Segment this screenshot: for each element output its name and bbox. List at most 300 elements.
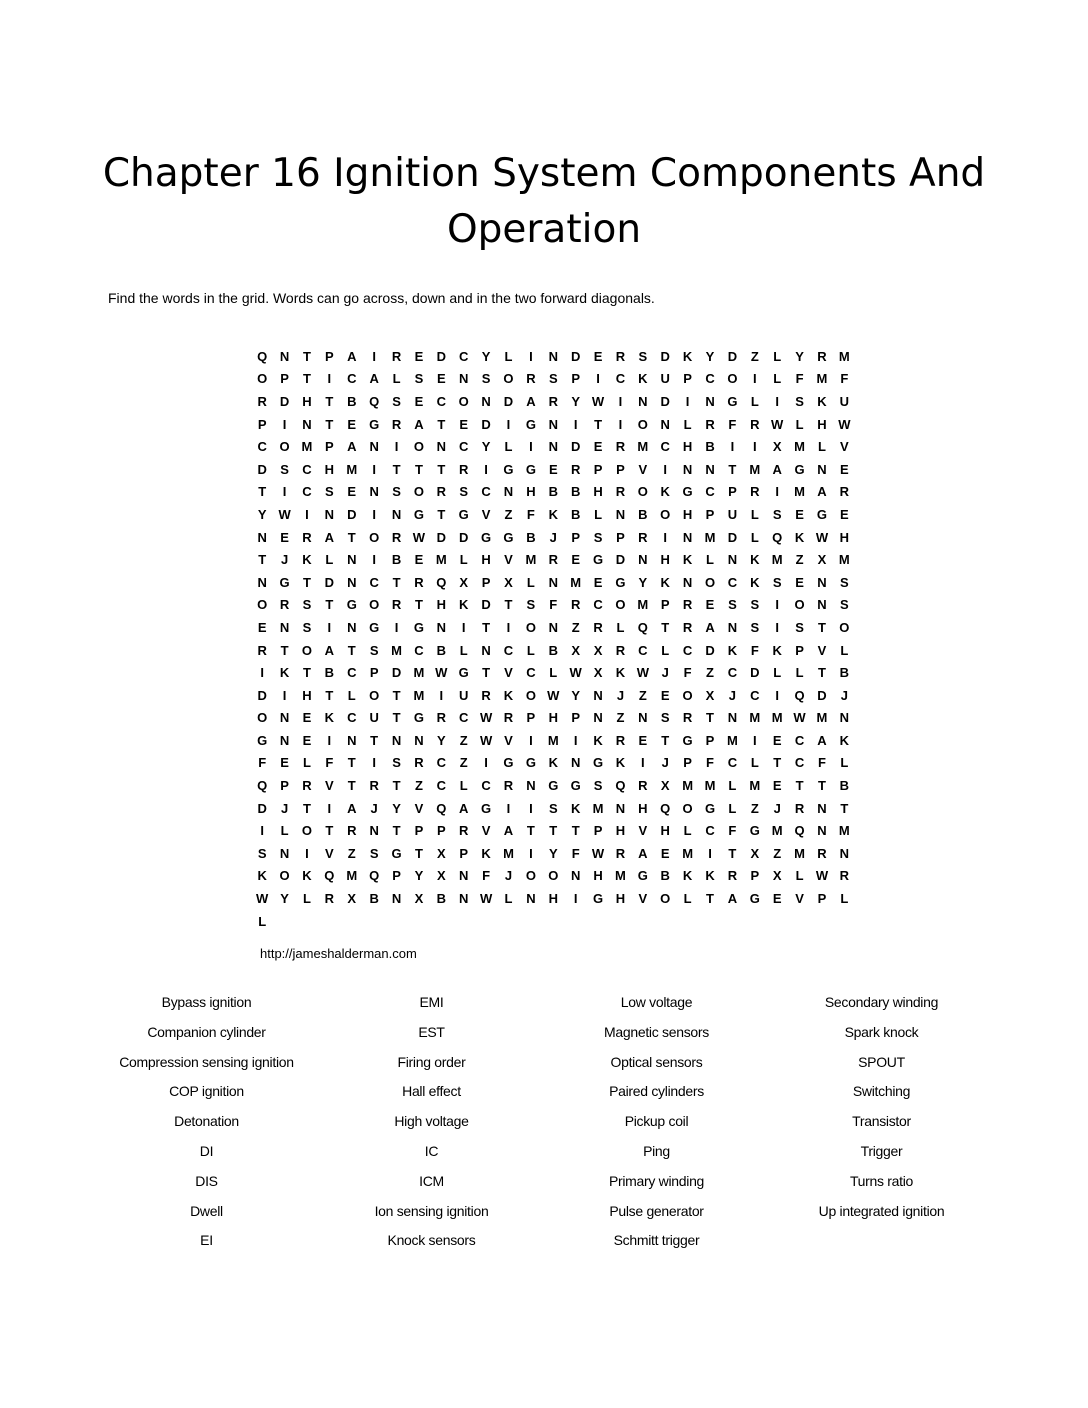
grid-letter: E <box>257 619 267 635</box>
grid-letter: V <box>481 823 491 839</box>
grid-letter: P <box>459 845 469 861</box>
grid-letter: T <box>325 416 334 432</box>
grid-letter: T <box>347 529 356 545</box>
grid-letter: N <box>660 416 670 432</box>
grid-letter: G <box>257 732 268 748</box>
grid-letter: R <box>615 642 626 658</box>
grid-letter: M <box>525 552 537 568</box>
grid-letter: N <box>817 461 827 477</box>
grid-letter: N <box>257 574 267 590</box>
grid-letter: G <box>682 732 693 748</box>
grid-letter: T <box>706 710 714 726</box>
grid-letter: B <box>347 393 357 409</box>
grid-letter: N <box>279 732 290 748</box>
grid-letter: Y <box>481 439 491 455</box>
grid-letter: G <box>816 506 828 522</box>
grid-letter: N <box>839 710 850 726</box>
grid-letter: Z <box>638 687 647 703</box>
grid-letter: U <box>839 393 850 409</box>
grid-letter: J <box>370 800 378 816</box>
grid-letter: K <box>660 484 670 500</box>
grid-letter: C <box>660 439 670 455</box>
word-list-item: Paired cylinders <box>609 1083 704 1100</box>
grid-letter: S <box>795 393 804 409</box>
grid-letter: C <box>705 484 715 500</box>
grid-letter: A <box>369 371 379 387</box>
grid-letter: G <box>615 574 626 590</box>
grid-letter: G <box>481 529 492 545</box>
grid-letter: U <box>660 371 670 387</box>
grid-letter: I <box>305 506 309 522</box>
grid-letter: O <box>369 597 380 613</box>
grid-letter: K <box>682 552 693 568</box>
grid-letter: L <box>549 665 558 681</box>
grid-letter: R <box>750 484 760 500</box>
grid-letter: L <box>616 619 625 635</box>
grid-letter: W <box>771 416 784 432</box>
grid-letter: L <box>347 687 356 703</box>
grid-letter: I <box>529 348 533 364</box>
grid-letter: G <box>413 710 424 726</box>
grid-letter: I <box>573 416 578 432</box>
grid-letter: F <box>728 416 737 432</box>
word-list-item: Up integrated ignition <box>818 1202 945 1219</box>
grid-letter: I <box>573 891 578 907</box>
grid-letter: L <box>817 439 826 455</box>
grid-letter: P <box>593 461 603 477</box>
grid-letter: N <box>481 642 491 658</box>
grid-letter: J <box>840 687 848 703</box>
grid-letter: M <box>816 371 828 387</box>
grid-letter: S <box>392 484 401 500</box>
grid-letter: V <box>504 732 513 748</box>
grid-letter: M <box>704 778 716 794</box>
grid-letter: L <box>325 552 334 568</box>
grid-letter: V <box>504 552 513 568</box>
grid-letter: N <box>548 439 558 455</box>
grid-letter: L <box>683 891 692 907</box>
grid-letter: K <box>481 845 491 861</box>
grid-letter: Y <box>571 393 580 409</box>
grid-letter: R <box>279 597 290 613</box>
grid-letter: G <box>570 778 581 794</box>
grid-letter: C <box>459 439 469 455</box>
grid-letter: R <box>257 642 267 658</box>
grid-letter: N <box>347 732 357 748</box>
grid-letter: O <box>369 529 380 545</box>
grid-letter: B <box>369 891 379 907</box>
grid-letter: I <box>775 687 779 703</box>
grid-letter: I <box>663 461 668 477</box>
grid-letter: Y <box>414 868 424 884</box>
grid-letter: L <box>840 891 849 907</box>
page-title: Chapter 16 Ignition System Components And Operation <box>102 151 986 252</box>
grid-letter: H <box>682 506 693 522</box>
grid-letter: R <box>324 891 335 907</box>
grid-letter: P <box>436 823 446 839</box>
grid-letter: S <box>772 574 782 590</box>
grid-letter: G <box>503 755 514 771</box>
grid-letter: N <box>324 506 335 522</box>
grid-letter: L <box>526 574 535 590</box>
grid-letter: T <box>392 823 401 839</box>
grid-letter: F <box>683 665 692 681</box>
word-list-item: Turns ratio <box>849 1172 914 1189</box>
grid-letter: M <box>749 778 761 794</box>
grid-letter: C <box>347 665 357 681</box>
grid-letter: O <box>704 574 716 590</box>
grid-letter: M <box>771 710 783 726</box>
grid-letter: H <box>615 823 626 839</box>
grid-letter: H <box>593 484 603 500</box>
grid-letter: N <box>436 619 447 635</box>
grid-letter: E <box>705 597 715 613</box>
grid-letter: T <box>303 371 311 387</box>
grid-letter: H <box>548 891 558 907</box>
grid-letter: K <box>302 552 312 568</box>
grid-letter: F <box>526 506 535 522</box>
grid-letter: E <box>414 393 424 409</box>
grid-letter: N <box>593 710 603 726</box>
grid-letter: T <box>258 484 267 500</box>
grid-letter: G <box>391 845 402 861</box>
word-list-item: DI <box>199 1142 214 1159</box>
grid-letter: A <box>817 484 827 500</box>
grid-letter: D <box>481 597 491 613</box>
grid-letter: K <box>750 552 760 568</box>
grid-letter: R <box>391 416 402 432</box>
grid-letter: K <box>817 393 827 409</box>
grid-letter: I <box>327 371 332 387</box>
grid-letter: L <box>728 778 737 794</box>
grid-letter: I <box>372 506 376 522</box>
grid-letter: O <box>548 868 559 884</box>
grid-letter: L <box>706 552 714 568</box>
grid-letter: R <box>369 778 379 794</box>
grid-letter: I <box>484 755 488 771</box>
grid-letter: R <box>503 778 514 794</box>
grid-letter: V <box>504 665 513 681</box>
grid-letter: E <box>280 529 289 545</box>
grid-letter: C <box>727 755 738 771</box>
grid-letter: R <box>347 823 357 839</box>
grid-letter: E <box>593 348 603 364</box>
grid-letter: W <box>591 393 605 409</box>
grid-letter: T <box>303 574 311 590</box>
grid-letter: P <box>705 732 715 748</box>
grid-letter: P <box>705 506 715 522</box>
grid-letter: T <box>437 416 446 432</box>
grid-letter: N <box>459 891 469 907</box>
word-list-item <box>769 1226 994 1256</box>
grid-letter: R <box>391 348 402 364</box>
grid-letter: I <box>484 461 488 477</box>
grid-letter: V <box>638 461 648 477</box>
grid-letter: D <box>705 642 715 658</box>
grid-letter: C <box>459 710 469 726</box>
grid-letter: J <box>280 552 289 568</box>
grid-letter: D <box>570 348 581 364</box>
grid-letter: B <box>570 506 581 522</box>
grid-letter: M <box>838 348 850 364</box>
grid-letter: N <box>459 371 469 387</box>
grid-letter: Q <box>794 823 805 839</box>
grid-letter: T <box>706 891 714 907</box>
grid-letter: E <box>795 506 804 522</box>
grid-letter: H <box>324 461 335 477</box>
grid-letter: P <box>280 778 289 794</box>
grid-letter: W <box>838 416 851 432</box>
grid-letter: R <box>615 439 626 455</box>
grid-letter: C <box>615 371 626 387</box>
grid-letter: V <box>638 891 648 907</box>
grid-letter: W <box>591 845 605 861</box>
grid-letter: G <box>727 393 738 409</box>
grid-letter: U <box>727 506 738 522</box>
grid-letter: T <box>773 755 782 771</box>
grid-letter: D <box>391 665 402 681</box>
grid-letter: T <box>504 597 513 613</box>
grid-letter: O <box>525 868 536 884</box>
grid-letter: R <box>302 778 312 794</box>
grid-letter: X <box>504 574 513 590</box>
grid-letter: L <box>795 868 804 884</box>
grid-letter: M <box>749 710 761 726</box>
grid-letter: N <box>817 574 827 590</box>
grid-letter: T <box>347 642 356 658</box>
grid-letter: B <box>839 665 850 681</box>
grid-letter: D <box>727 348 738 364</box>
grid-letter: C <box>302 484 312 500</box>
grid-letter: Y <box>795 348 804 364</box>
grid-letter: I <box>506 619 511 635</box>
grid-letter: R <box>638 529 648 545</box>
grid-letter: R <box>794 800 805 816</box>
grid-letter: T <box>347 755 356 771</box>
grid-letter: G <box>592 755 604 771</box>
grid-letter: N <box>727 552 738 568</box>
word-list-item: Hall effect <box>402 1083 461 1100</box>
grid-letter: D <box>481 416 491 432</box>
grid-letter: I <box>775 484 779 500</box>
grid-letter: H <box>548 710 558 726</box>
grid-letter: S <box>526 597 536 613</box>
grid-letter: C <box>794 755 805 771</box>
grid-letter: I <box>775 393 779 409</box>
grid-letter: K <box>459 597 469 613</box>
grid-letter: I <box>752 371 757 387</box>
grid-letter: O <box>257 597 268 613</box>
grid-letter: K <box>839 732 850 748</box>
grid-letter: Y <box>392 800 401 816</box>
grid-letter: I <box>372 348 376 364</box>
grid-letter: U <box>459 687 469 703</box>
grid-letter: D <box>324 574 335 590</box>
grid-letter: G <box>794 461 805 477</box>
grid-letter: I <box>305 845 309 861</box>
grid-letter: I <box>372 755 376 771</box>
grid-letter: I <box>685 393 690 409</box>
grid-letter: R <box>391 597 402 613</box>
grid-letter: C <box>436 393 447 409</box>
grid-letter: T <box>392 461 401 477</box>
grid-letter: T <box>280 642 289 658</box>
grid-letter: A <box>705 619 715 635</box>
grid-letter: T <box>325 823 334 839</box>
word-list-item: Ping <box>643 1142 670 1159</box>
grid-letter: I <box>529 732 533 748</box>
grid-letter: G <box>525 755 536 771</box>
grid-letter: Q <box>436 574 447 590</box>
grid-letter: H <box>682 439 693 455</box>
grid-letter: A <box>347 439 357 455</box>
grid-letter: X <box>459 574 469 590</box>
grid-letter: L <box>750 755 759 771</box>
grid-letter: R <box>459 823 469 839</box>
grid-letter: M <box>592 800 604 816</box>
grid-letter: P <box>616 529 625 545</box>
grid-letter: L <box>773 348 782 364</box>
grid-letter: M <box>301 439 313 455</box>
word-list-item: Transistor <box>852 1113 911 1130</box>
grid-letter: R <box>414 574 424 590</box>
grid-letter: K <box>660 574 670 590</box>
grid-letter: W <box>256 891 269 907</box>
grid-letter: T <box>817 665 826 681</box>
grid-letter: G <box>749 891 760 907</box>
grid-letter: N <box>279 348 290 364</box>
grid-letter: I <box>260 665 264 681</box>
grid-letter: Q <box>369 393 380 409</box>
grid-letter: B <box>526 529 536 545</box>
grid-letter: N <box>548 416 558 432</box>
grid-letter: B <box>324 665 335 681</box>
grid-letter: T <box>795 778 804 794</box>
grid-letter: M <box>794 439 805 455</box>
grid-letter: S <box>728 597 737 613</box>
grid-letter: K <box>570 800 581 816</box>
grid-letter: Q <box>257 348 268 364</box>
grid-letter: N <box>369 439 379 455</box>
grid-letter: M <box>794 484 805 500</box>
grid-letter: R <box>817 348 827 364</box>
grid-letter: S <box>638 348 648 364</box>
grid-letter: W <box>547 687 560 703</box>
grid-letter: I <box>618 393 623 409</box>
grid-letter: L <box>459 552 468 568</box>
grid-letter: T <box>482 619 491 635</box>
grid-letter: M <box>682 845 694 861</box>
word-list-item: Ion sensing ignition <box>374 1202 489 1219</box>
grid-letter: M <box>435 552 447 568</box>
grid-letter: X <box>705 687 715 703</box>
grid-letter: U <box>369 710 379 726</box>
grid-letter: O <box>525 687 536 703</box>
grid-letter: B <box>391 552 402 568</box>
grid-letter: I <box>394 619 399 635</box>
grid-letter: D <box>279 393 290 409</box>
grid-letter: I <box>708 845 712 861</box>
grid-letter: S <box>548 800 558 816</box>
grid-letter: N <box>391 732 402 748</box>
grid-letter: N <box>705 393 715 409</box>
grid-letter: R <box>548 393 558 409</box>
grid-letter: M <box>413 665 425 681</box>
grid-letter: P <box>817 891 827 907</box>
grid-letter: X <box>347 891 357 907</box>
grid-letter: R <box>638 778 648 794</box>
grid-letter: X <box>750 845 760 861</box>
grid-letter: W <box>815 868 829 884</box>
grid-letter: H <box>638 800 648 816</box>
grid-letter: R <box>257 393 267 409</box>
grid-letter: G <box>346 597 357 613</box>
grid-letter: D <box>257 687 267 703</box>
grid-letter: N <box>526 891 536 907</box>
grid-letter: L <box>750 393 759 409</box>
grid-letter: I <box>372 461 376 477</box>
grid-letter: T <box>392 778 401 794</box>
grid-letter: C <box>436 778 447 794</box>
grid-letter: T <box>303 800 311 816</box>
grid-letter: E <box>302 732 312 748</box>
grid-letter: S <box>325 484 334 500</box>
grid-letter: T <box>258 552 267 568</box>
grid-letter: B <box>839 778 850 794</box>
grid-letter: X <box>817 552 827 568</box>
grid-letter: Z <box>347 845 356 861</box>
grid-letter: P <box>795 642 804 658</box>
grid-letter: W <box>412 529 426 545</box>
grid-letter: E <box>593 574 603 590</box>
grid-letter: E <box>840 461 849 477</box>
grid-letter: Z <box>504 506 513 522</box>
grid-letter: F <box>706 755 714 771</box>
grid-letter: D <box>750 665 760 681</box>
grid-letter: R <box>570 461 581 477</box>
grid-letter: N <box>526 778 536 794</box>
grid-letter: Q <box>436 800 447 816</box>
grid-letter: P <box>369 665 379 681</box>
grid-letter: G <box>548 778 559 794</box>
grid-letter: D <box>615 552 626 568</box>
grid-letter: S <box>414 371 424 387</box>
grid-letter: S <box>392 393 401 409</box>
grid-letter: Y <box>571 687 580 703</box>
grid-letter: T <box>840 800 849 816</box>
word-list-item: Secondary winding <box>824 994 939 1010</box>
grid-letter: R <box>459 461 469 477</box>
grid-letter: F <box>750 642 759 658</box>
grid-letter: R <box>682 710 693 726</box>
grid-letter: G <box>704 800 716 816</box>
grid-letter: B <box>548 642 558 658</box>
grid-letter: P <box>571 529 580 545</box>
grid-letter: L <box>840 642 849 658</box>
grid-letter: E <box>840 506 849 522</box>
grid-letter: N <box>279 710 290 726</box>
grid-letter: O <box>637 416 648 432</box>
grid-letter: H <box>302 687 312 703</box>
grid-letter: G <box>458 665 469 681</box>
grid-letter: R <box>414 755 424 771</box>
grid-letter: L <box>750 529 759 545</box>
grid-letter: R <box>615 732 626 748</box>
grid-letter: C <box>750 687 760 703</box>
grid-letter: T <box>303 665 311 681</box>
grid-letter: R <box>503 710 514 726</box>
grid-letter: E <box>414 348 424 364</box>
